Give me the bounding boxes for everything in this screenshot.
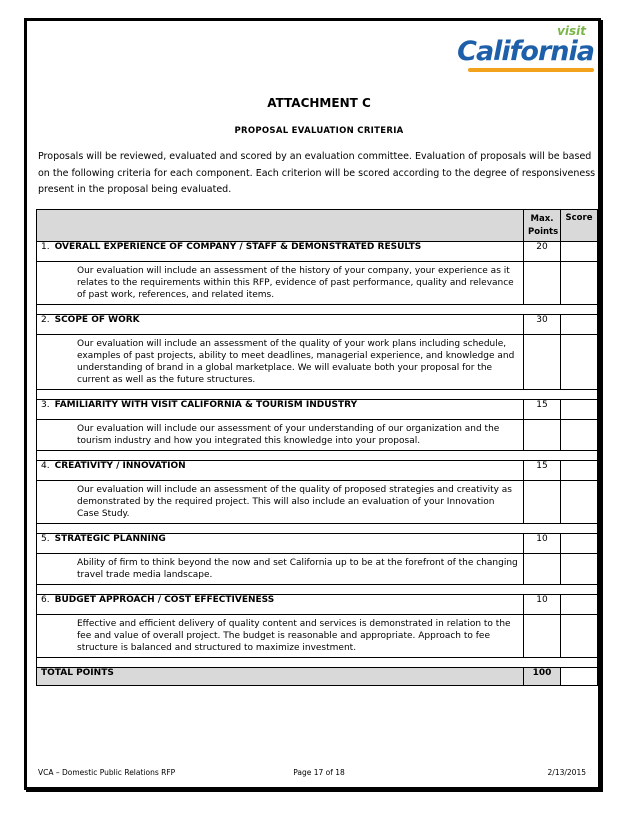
- footer-left: VCA – Domestic Public Relations RFP: [38, 768, 176, 777]
- criterion-number: 4.: [41, 461, 50, 471]
- criterion-description-row: [37, 554, 598, 585]
- header-max-label: Max.: [530, 214, 554, 224]
- criterion-label: SCOPE OF WORK: [54, 315, 140, 325]
- spacer-row: [37, 305, 598, 315]
- spacer-cell: [37, 585, 598, 595]
- evaluation-criteria-table: [36, 209, 598, 686]
- criterion-description-row: [37, 262, 598, 305]
- criterion-title-cell: [37, 461, 524, 481]
- total-label: TOTAL POINTS: [37, 668, 524, 686]
- criterion-number: 3.: [41, 400, 50, 410]
- page-subtitle: PROPOSAL EVALUATION CRITERIA: [234, 126, 404, 136]
- criterion-max-points: 15: [524, 461, 561, 481]
- criterion-number: 6.: [41, 595, 50, 605]
- criterion-max-points: 10: [524, 595, 561, 615]
- criterion-description-row: [37, 481, 598, 524]
- criterion-label: OVERALL EXPERIENCE OF COMPANY / STAFF & DEMONSTRATED RESULTS: [54, 242, 422, 252]
- criterion-row: [37, 595, 598, 615]
- description-score-cell: [561, 420, 598, 451]
- criterion-row: [37, 315, 598, 335]
- spacer-cell: [37, 658, 598, 668]
- criterion-row: [37, 461, 598, 481]
- criterion-description: Ability of firm to think beyond the now and set California up to be at the forefront of the changing travel trade media landscape.: [37, 554, 524, 585]
- spacer-cell: [37, 524, 598, 534]
- page-title: ATTACHMENT C: [267, 96, 371, 110]
- criterion-description-row: [37, 335, 598, 390]
- description-score-cell: [561, 615, 598, 658]
- spacer-row: [37, 390, 598, 400]
- criterion-row: [37, 400, 598, 420]
- header-criteria-cell: [37, 210, 524, 242]
- criterion-label: FAMILIARITY WITH VISIT CALIFORNIA & TOURISM INDUSTRY: [54, 400, 358, 410]
- criterion-number: 5.: [41, 534, 50, 544]
- footer-date: 2/13/2015: [547, 768, 586, 777]
- criterion-description: Our evaluation will include an assessment of the quality of proposed strategies and creativity as demonstrated by the required project. This will also include an evaluation of your Innovation Case Study.: [37, 481, 524, 524]
- criterion-max-points: 10: [524, 534, 561, 554]
- total-score-cell: [561, 668, 598, 686]
- criterion-label: STRATEGIC PLANNING: [54, 534, 166, 544]
- criterion-score-cell: [561, 242, 598, 262]
- description-points-cell: [524, 420, 561, 451]
- visit-california-logo: [457, 24, 596, 76]
- criterion-description: Effective and efficient delivery of quality content and services is demonstrated in relation to the fee and value of overall project. The budget is reasonable and appropriate. Approach to fee structure is balanced and structured to maximize investment.: [37, 615, 524, 658]
- description-points-cell: [524, 262, 561, 305]
- criterion-score-cell: [561, 461, 598, 481]
- table-header-row: [37, 210, 598, 242]
- logo-swoosh: [468, 68, 594, 72]
- spacer-row: [37, 451, 598, 461]
- criterion-row: [37, 534, 598, 554]
- criterion-max-points: 30: [524, 315, 561, 335]
- header-max-points: [524, 210, 561, 242]
- criterion-label: BUDGET APPROACH / COST EFFECTIVENESS: [54, 595, 275, 605]
- spacer-row: [37, 585, 598, 595]
- criterion-row: [37, 242, 598, 262]
- criterion-number: 1.: [41, 242, 50, 252]
- criterion-title-cell: [37, 400, 524, 420]
- description-score-cell: [561, 481, 598, 524]
- intro-paragraph: Proposals will be reviewed, evaluated and scored by an evaluation committee. Evaluation of proposals will be based on the following criteria for each component. Each criterion will be scored according to the degree of responsiveness present in the proposal being evaluated.: [38, 151, 596, 195]
- criterion-score-cell: [561, 595, 598, 615]
- criterion-description: Our evaluation will include an assessment of the quality of your work plans including schedule, examples of past projects, ability to meet deadlines, managerial experience, and knowledge and understanding of brand in a global marketplace. We will evaluate both your proposal for the current as well as the future structures.: [37, 335, 524, 390]
- total-points: 100: [524, 668, 561, 686]
- criterion-description: Our evaluation will include an assessment of the history of your company, your experience as it relates to the requirements within this RFP, evidence of past performance, quality and relevance of past work, references, and related items.: [37, 262, 524, 305]
- description-score-cell: [561, 554, 598, 585]
- criterion-title-cell: [37, 595, 524, 615]
- criterion-max-points: 15: [524, 400, 561, 420]
- criterion-number: 2.: [41, 315, 50, 325]
- description-points-cell: [524, 615, 561, 658]
- description-points-cell: [524, 335, 561, 390]
- description-points-cell: [524, 481, 561, 524]
- header-score: Score: [561, 210, 598, 242]
- criterion-description-row: [37, 420, 598, 451]
- spacer-cell: [37, 451, 598, 461]
- criterion-title-cell: [37, 534, 524, 554]
- spacer-cell: [37, 305, 598, 315]
- criterion-score-cell: [561, 315, 598, 335]
- logo-brand-text: California: [457, 36, 594, 67]
- footer-page-number: Page 17 of 18: [293, 768, 345, 777]
- criterion-description-row: [37, 615, 598, 658]
- description-score-cell: [561, 335, 598, 390]
- description-points-cell: [524, 554, 561, 585]
- criterion-description: Our evaluation will include our assessment of your understanding of our organization and the tourism industry and how you integrated this knowledge into your proposal.: [37, 420, 524, 451]
- criterion-max-points: 20: [524, 242, 561, 262]
- spacer-row: [37, 658, 598, 668]
- criterion-title-cell: [37, 242, 524, 262]
- spacer-cell: [37, 390, 598, 400]
- criterion-score-cell: [561, 534, 598, 554]
- criterion-label: CREATIVITY / INNOVATION: [54, 461, 186, 471]
- description-score-cell: [561, 262, 598, 305]
- spacer-row: [37, 524, 598, 534]
- header-points-label: Points: [528, 227, 559, 237]
- total-row: [37, 668, 598, 686]
- logo-visit-text: visit: [557, 24, 586, 38]
- criterion-score-cell: [561, 400, 598, 420]
- criterion-title-cell: [37, 315, 524, 335]
